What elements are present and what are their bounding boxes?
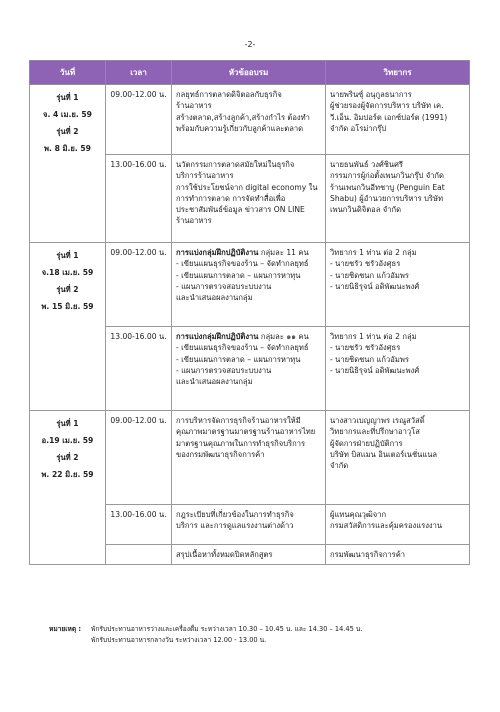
session-speaker (326, 327, 470, 411)
batch-date: พ. 22 มิ.ย. 59 (41, 470, 94, 479)
speaker-line: เพนกวินดิจิตอล จำกัด (330, 205, 402, 215)
speaker-line: - นายนิธิรุจน์ อดิพัฒนะพงศ์ (330, 281, 420, 291)
topic-line: การบริหารจัดการธุรกิจร้านอาหารให้มี (176, 416, 301, 425)
batch-date: อ.19 เม.ย. 59 (41, 436, 94, 445)
topic-line: กลยุทธ์การตลาดดิจิตอลกับธุรกิจ (176, 90, 282, 99)
table-row (30, 411, 470, 505)
topic-line: - เขียนแผนการตลาด – แผนการหาทุน (176, 270, 301, 280)
speaker-line: ผู้จัดการฝ่ายปฏิบัติการ (330, 438, 403, 448)
session-speaker (326, 155, 470, 243)
topic-heading-rest: กลุ่มละ 11 คน (258, 248, 309, 257)
session-topic (172, 411, 326, 505)
batch-date: พ. 8 มิ.ย. 59 (44, 144, 91, 153)
speaker-line: จำกัด (330, 461, 349, 471)
topic-line: บริการ และการดูแลแรงงานต่างด้าว (176, 521, 294, 531)
session-topic (172, 545, 326, 565)
session-speaker (326, 243, 470, 327)
topic-line: - แผนการตรวจสอบระบบงาน (176, 365, 272, 375)
remark-text: พักรับประทานอาหารกลางวัน ระหว่างเวลา 12.00 - 13.00 น. (91, 636, 267, 644)
speaker-line: วี.เอ็น. อิมปอร์ต เอกซ์ปอร์ต (1991) (330, 112, 448, 122)
batch-label: รุ่นที่ 1 (56, 251, 79, 260)
topic-line: ของกรมพัฒนาธุรกิจการค้า (176, 449, 265, 459)
speaker-line: - นายชรัว ชรัวอังศุธร (330, 259, 401, 269)
remark-line (49, 635, 362, 646)
remarks-label: หมายเหตุ : (49, 625, 82, 633)
session-time (106, 545, 172, 565)
batch-date: จ. 4 เม.ย. 59 (43, 110, 92, 119)
batch-label: รุ่นที่ 2 (56, 453, 79, 462)
session-speaker (326, 411, 470, 505)
topic-line: - เขียนแผนธุรกิจของร้าน – จัดทำกลยุทธ์ (176, 259, 309, 269)
batch-date-cell (30, 243, 106, 411)
speaker-line: Shabu) ผู้อำนวยการบริหาร บริษัท (330, 193, 443, 203)
speaker-line: - นายชิดชนก แก้วอัมพร (330, 354, 409, 364)
session-time: 13.00-16.00 น. (106, 155, 172, 243)
header-date: วันที่ (30, 61, 106, 85)
speaker-line: ผู้แทนคุณวุฒิจาก (330, 510, 387, 519)
speaker-line: ร้านเพนกวินอีทชาบู (Penguin Eat (330, 182, 445, 192)
speaker-line: จำกัด อโรม่ากรุ๊ป (330, 123, 387, 133)
session-topic (172, 155, 326, 243)
session-topic (172, 243, 326, 327)
speaker-line: บริษัท บิสแมน อินเตอร์เนชั่นแนล (330, 449, 438, 459)
session-time: 13.00-16.00 น. (106, 327, 172, 411)
page-number: -2- (244, 40, 256, 49)
speaker-line: กรมพัฒนาธุรกิจการค้า (330, 550, 406, 559)
header-time: เวลา (106, 61, 172, 85)
speaker-line: - นายชรัว ชรัวอังศุธร (330, 343, 401, 353)
topic-line: คุณภาพมาตรฐานมาตรฐานร้านอาหารไทย (176, 427, 316, 437)
batch-label: รุ่นที่ 2 (56, 127, 79, 136)
topic-heading-bold: การแบ่งกลุ่มฝึกปฏิบัติงาน (176, 332, 259, 341)
topic-line: ร้านอาหาร (176, 101, 212, 111)
speaker-line: วิทยากร 1 ท่าน ต่อ 2 กลุ่ม (330, 332, 417, 341)
topic-line: - เขียนแผนธุรกิจของร้าน – จัดทำกลยุทธ์ (176, 343, 309, 353)
topic-line: มาตรฐานคุณภาพในการทำธุรกิจบริการ (176, 438, 306, 448)
batch-label: รุ่นที่ 1 (56, 93, 79, 102)
session-topic (172, 505, 326, 545)
speaker-line: ผู้ช่วยรองผู้จัดการบริหาร บริษัท เค. (330, 101, 444, 111)
batch-label: รุ่นที่ 2 (56, 285, 79, 294)
topic-heading (176, 331, 321, 342)
speaker-line: กรรมการผู้ก่อตั้งเพนกวินกรุ๊ป จำกัด (330, 171, 444, 181)
session-time: 13.00-16.00 น. (106, 505, 172, 545)
topic-heading (176, 247, 321, 258)
batch-date-cell (30, 85, 106, 243)
session-topic (172, 85, 326, 155)
speaker-line: นายธนพันธ์ วงศ์ชินศรี (330, 160, 404, 169)
speaker-line: นายพรินซ์ุ อนุกูลธนาการ (330, 90, 412, 99)
remarks (49, 624, 362, 646)
topic-line: นวัตกรรมการตลาดสมัยใหม่ในธุรกิจ (176, 160, 295, 169)
session-speaker (326, 85, 470, 155)
session-speaker (326, 545, 470, 565)
batch-date: พ. 15 มิ.ย. 59 (41, 302, 94, 311)
topic-heading-bold: การแบ่งกลุ่มฝึกปฏิบัติงาน (176, 248, 259, 257)
speaker-line: - นายนิธิรุจน์ อดิพัฒนะพงศ์ (330, 365, 420, 375)
topic-line: สรุปเนื้อหาทั้งหมดปิดหลักสูตร (176, 550, 273, 559)
table-row (30, 243, 470, 327)
speaker-line: - นายชิดชนก แก้วอัมพร (330, 270, 409, 280)
topic-line: บริการร้านอาหาร (176, 171, 234, 181)
topic-line: - เขียนแผนการตลาด – แผนการหาทุน (176, 354, 301, 364)
remark-line (49, 624, 362, 635)
topic-heading-rest: กลุ่มละ ๑๑ คน (258, 332, 309, 341)
batch-label: รุ่นที่ 1 (56, 419, 79, 428)
speaker-line: กรมสวัสดิการและคุ้มครองแรงงาน (330, 521, 443, 531)
header-topic: หัวข้ออบรม (172, 61, 326, 85)
session-speaker (326, 505, 470, 545)
topic-line: พร้อมกับความรู้เกี่ยวกับลูกค้าและตลาด (176, 123, 304, 133)
batch-date-cell (30, 411, 106, 565)
batch-date: จ.18 เม.ย. 59 (41, 268, 94, 277)
header-speaker: วิทยากร (326, 61, 470, 85)
session-time: 09.00-12.00 น. (106, 85, 172, 155)
topic-line: สร้างตลาด,สร้างลูกค้า,สร้างกำไร ต้องทำ (176, 112, 310, 122)
topic-line: กฎระเบียบที่เกี่ยวข้องในการทำธุรกิจ (176, 510, 294, 519)
topic-line: ร้านอาหาร (176, 216, 212, 226)
speaker-line: วิทยากรและที่ปรึกษาอาวุโส (330, 427, 420, 437)
topic-line: - แผนการตรวจสอบระบบงาน (176, 281, 272, 291)
topic-line: และนำเสนอผลงานกลุ่ม (176, 293, 253, 303)
session-topic (172, 327, 326, 411)
topic-line: การทำการตลาด การจัดทำสื่อเพื่อ (176, 193, 286, 203)
topic-line: ประชาสัมพันธ์ข้อมูล ข่าวสาร ON LINE (176, 205, 305, 215)
speaker-line: วิทยากร 1 ท่าน ต่อ 2 กลุ่ม (330, 248, 417, 257)
table-row (30, 85, 470, 155)
session-time: 09.00-12.00 น. (106, 411, 172, 505)
header-row (30, 61, 470, 85)
topic-line: และนำเสนอผลงานกลุ่ม (176, 377, 253, 387)
speaker-line: นางสาวเบญญาพร เรณูสวัสดิ์ (330, 416, 425, 425)
session-time: 09.00-12.00 น. (106, 243, 172, 327)
training-schedule-table (29, 60, 470, 565)
remark-text: พักรับประทานอาหารว่างและเครื่องดื่ม ระหว่างเวลา 10.30 – 10.45 น. และ 14.30 – 14.45 น. (91, 625, 363, 633)
topic-line: การใช้ประโยชน์จาก digital economy ใน (176, 182, 318, 192)
